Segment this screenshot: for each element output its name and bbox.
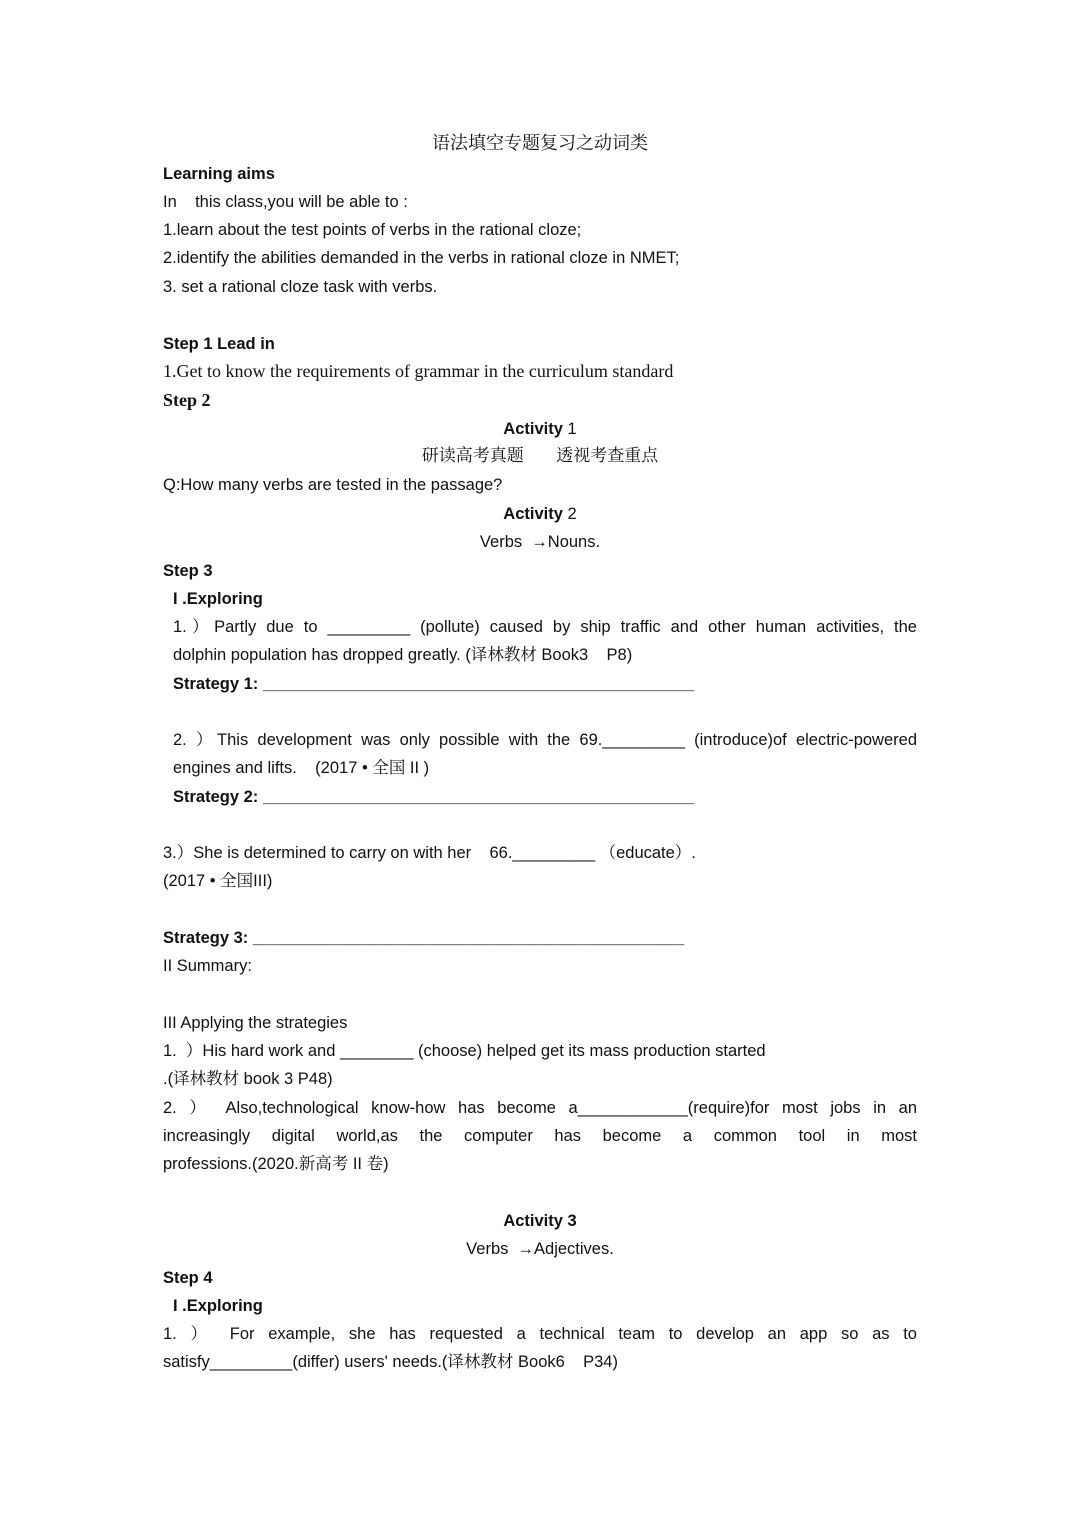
- activity1-label: Activity: [503, 420, 563, 438]
- applying-heading: III Applying the strategies: [163, 1014, 348, 1032]
- aim-item: 2.identify the abilities demanded in the verbs in rational cloze in NMET;: [163, 249, 680, 267]
- step1-heading: Step 1 Lead in: [163, 335, 275, 353]
- activity3-subtitle: Verbs →Adjectives.: [466, 1240, 614, 1258]
- activity1-subtitle: 研读高考真题 透视考查重点: [421, 446, 659, 466]
- step3-q1-line1: 1.）Partly due to _________ (pollute) caused by ship traffic and other human activities, the: [173, 618, 917, 636]
- aim-item: 3. set a rational cloze task with verbs.: [163, 278, 438, 296]
- activity1-number: 1: [567, 420, 577, 438]
- summary-heading: II Summary:: [163, 957, 252, 975]
- page-title: 语法填空专题复习之动词类: [432, 133, 648, 154]
- step2-heading: Step 2: [163, 390, 211, 410]
- strategy1: Strategy 1: _______________________________________________: [173, 675, 695, 693]
- aims-intro: In this class,you will be able to :: [163, 193, 408, 211]
- activity2-subtitle: Verbs →Nouns.: [479, 533, 601, 551]
- activity1-heading: [0, 419, 1080, 439]
- step3-q3-line1: 3.）She is determined to carry on with her 66._________ （educate）.: [163, 844, 696, 862]
- step3-q2-line1: 2. ）This development was only possible with the 69._________ (introduce)of electric-powered: [173, 731, 917, 749]
- activity2-heading: [0, 504, 1080, 524]
- strategy2: Strategy 2: _______________________________________________: [173, 788, 695, 806]
- apply-q1-line1: 1. ）His hard work and ________ (choose) helped get its mass production started: [163, 1042, 766, 1060]
- strategy3: Strategy 3: _______________________________________________: [163, 929, 685, 947]
- apply-q2-line2: increasingly digital world,as the computer has become a common tool in most: [163, 1127, 917, 1145]
- activity3-heading: Activity 3: [503, 1212, 577, 1230]
- step4-exploring: I .Exploring: [173, 1297, 263, 1315]
- apply-q2-line1: 2. ） Also,technological know-how has become a____________(require)for most jobs in an: [163, 1099, 917, 1117]
- step3-q3-line2: (2017 • 全国III): [163, 872, 273, 890]
- step3-heading: Step 3: [163, 562, 213, 580]
- aim-item: 1.learn about the test points of verbs in the rational cloze;: [163, 221, 582, 239]
- activity2-label: Activity: [503, 505, 563, 523]
- step4-heading: Step 4: [163, 1269, 213, 1287]
- apply-q2-line3: professions.(2020.新高考 II 卷): [163, 1155, 389, 1173]
- activity2-number: 2: [567, 505, 577, 523]
- step3-exploring: I .Exploring: [173, 590, 263, 608]
- step3-q2-line2: engines and lifts. (2017 • 全国 II ): [173, 759, 430, 777]
- learning-aims-heading: Learning aims: [163, 165, 275, 183]
- step3-q1-line2: dolphin population has dropped greatly. (译林教材 Book3 P8): [173, 646, 633, 664]
- step4-q1-line1: 1. ） For example, she has requested a technical team to develop an app so as to: [163, 1325, 917, 1343]
- apply-q1-line2: .(译林教材 book 3 P48): [163, 1070, 333, 1088]
- step2-question: Q:How many verbs are tested in the passage?: [163, 476, 503, 494]
- step1-text: 1.Get to know the requirements of grammar in the curriculum standard: [163, 361, 674, 381]
- step4-q1-line2: satisfy_________(differ) users' needs.(译林教材 Book6 P34): [163, 1353, 618, 1371]
